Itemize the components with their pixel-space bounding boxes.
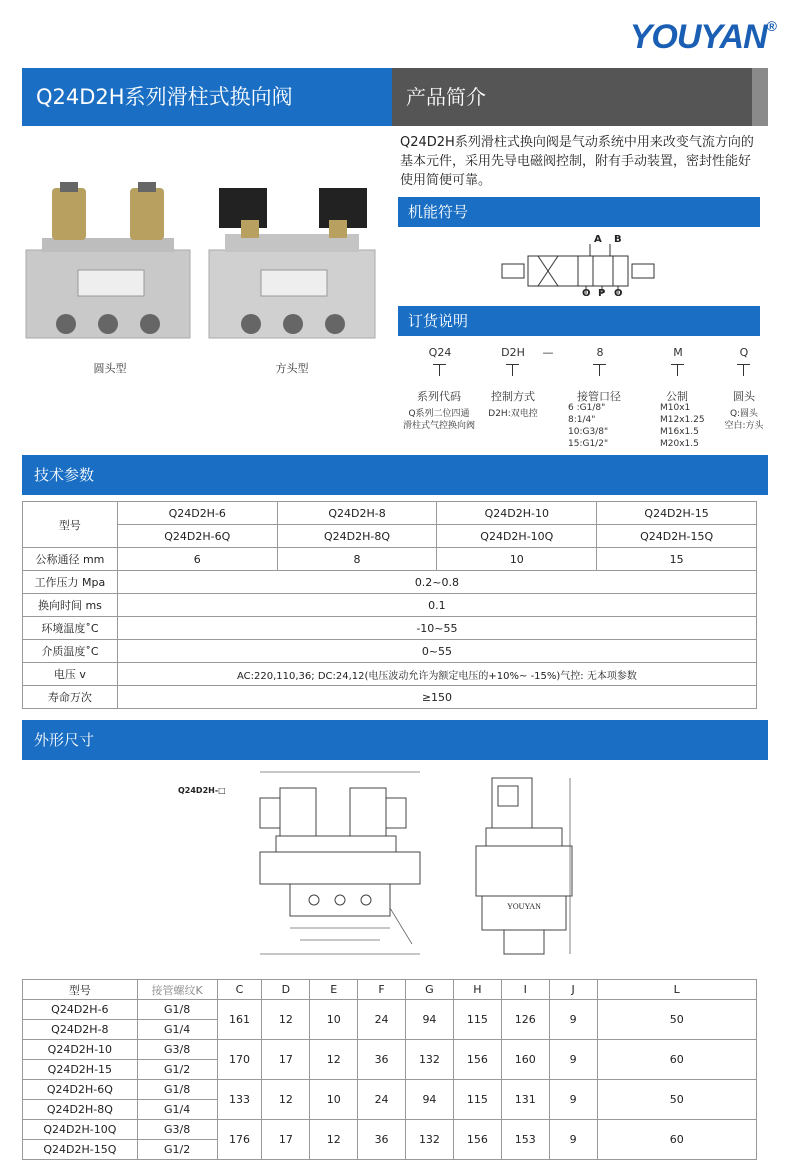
value-cell: 36 — [358, 1040, 406, 1080]
product-photo-round — [22, 178, 194, 348]
value-cell: 24 — [358, 1000, 406, 1040]
photo-caption-round: 圆头型 — [93, 362, 127, 375]
value-cell: 17 — [262, 1040, 310, 1080]
value-cell: 94 — [406, 1080, 454, 1120]
order-tick — [677, 364, 678, 376]
order-desc-head: Q:圆头 空白:方头 — [724, 409, 764, 431]
col-header: 接管螺纹K — [137, 980, 217, 1000]
model-cell: Q24D2H-6Q — [23, 1080, 138, 1100]
page-title: Q24D2H系列滑柱式换向阀 — [22, 68, 392, 126]
order-desc-control: D2H:双电控 — [488, 409, 538, 419]
order-tick-cap — [737, 364, 750, 365]
drawing-brand-text: YOUYAN — [507, 902, 541, 911]
tech-spec-table — [22, 501, 757, 709]
tech-value: 8 — [277, 548, 437, 571]
symbol-label-o1: O — [582, 288, 591, 299]
order-desc-series: Q系列二位四通 滑柱式气控换向阀 — [402, 409, 475, 431]
col-header: D — [262, 980, 310, 1000]
col-header: H — [453, 980, 501, 1000]
tech-model: Q24D2H-8Q — [277, 525, 437, 548]
table-row — [23, 594, 757, 617]
order-code-head: Q — [739, 346, 749, 359]
table-row — [23, 663, 757, 686]
order-tick — [439, 364, 440, 376]
value-cell: 126 — [501, 1000, 549, 1040]
order-head-head: 圆头 — [733, 390, 755, 403]
order-head-series: 系列代码 — [417, 390, 461, 403]
order-head-metric: 公制 — [666, 390, 688, 403]
tech-value: 0.1 — [117, 594, 756, 617]
dimensions-table — [22, 979, 757, 1160]
value-cell: 12 — [310, 1040, 358, 1080]
order-code-port: 8 — [596, 346, 604, 359]
col-header: C — [217, 980, 262, 1000]
symbol-label-o2: O — [614, 288, 623, 299]
order-desc-port: 6 :G1/8" 8:1/4" 10:G3/8" 15:G1/2" — [568, 403, 609, 449]
order-head-control: 控制方式 — [491, 390, 535, 403]
value-cell: 115 — [453, 1000, 501, 1040]
tech-value: -10~55 — [117, 617, 756, 640]
value-cell: 10 — [310, 1080, 358, 1120]
symbol-label-a: A — [594, 234, 602, 245]
order-head-port: 接管口径 — [577, 390, 621, 403]
col-header: G — [406, 980, 454, 1000]
thread-cell: G1/8 — [137, 1000, 217, 1020]
model-cell: Q24D2H-15 — [23, 1060, 138, 1080]
tech-label: 寿命万次 — [23, 686, 118, 709]
brand-logo: YOUYAN® — [629, 18, 776, 56]
table-row — [23, 640, 757, 663]
photo-caption-square: 方头型 — [275, 362, 309, 375]
valve-symbol-diagram — [498, 234, 658, 299]
col-header: J — [549, 980, 597, 1000]
col-header: I — [501, 980, 549, 1000]
intro-text: Q24D2H系列滑柱式换向阀是气动系统中用来改变气流方向的基本元件，采用先导电磁阀控制，附有手动装置，密封性能好使用简便可靠。 — [400, 135, 754, 188]
value-cell: 153 — [501, 1120, 549, 1160]
col-header: F — [358, 980, 406, 1000]
thread-cell: G1/4 — [137, 1020, 217, 1040]
value-cell: 60 — [597, 1040, 757, 1080]
value-cell: 17 — [262, 1120, 310, 1160]
model-cell: Q24D2H-6 — [23, 1000, 138, 1020]
drawing-label: Q24D2H-□ — [178, 786, 226, 795]
thread-cell: G1/2 — [137, 1140, 217, 1160]
value-cell: 36 — [358, 1120, 406, 1160]
section-header-order: 订货说明 — [398, 306, 760, 336]
tech-value: 6 — [117, 548, 277, 571]
tech-label: 工作压力 Mpa — [23, 571, 118, 594]
product-photo-square — [205, 178, 380, 348]
tech-model: Q24D2H-6 — [117, 502, 277, 525]
value-cell: 132 — [406, 1120, 454, 1160]
order-code-metric: M — [673, 346, 683, 359]
model-cell: Q24D2H-10 — [23, 1040, 138, 1060]
value-cell: 10 — [310, 1000, 358, 1040]
order-code-control: D2H — [501, 346, 525, 359]
tech-model: Q24D2H-15Q — [597, 525, 757, 548]
col-header: L — [597, 980, 757, 1000]
value-cell: 94 — [406, 1000, 454, 1040]
value-cell: 24 — [358, 1080, 406, 1120]
value-cell: 133 — [217, 1080, 262, 1120]
value-cell: 60 — [597, 1120, 757, 1160]
value-cell: 9 — [549, 1000, 597, 1040]
tech-label: 环境温度˚C — [23, 617, 118, 640]
col-header: E — [310, 980, 358, 1000]
symbol-label-p: P — [598, 288, 606, 299]
value-cell: 9 — [549, 1120, 597, 1160]
model-cell: Q24D2H-15Q — [23, 1140, 138, 1160]
thread-cell: G3/8 — [137, 1040, 217, 1060]
table-header-row — [23, 980, 757, 1000]
model-cell: Q24D2H-10Q — [23, 1120, 138, 1140]
value-cell: 156 — [453, 1040, 501, 1080]
order-tick-cap — [671, 364, 684, 365]
order-tick — [512, 364, 513, 376]
order-tick — [599, 364, 600, 376]
value-cell: 161 — [217, 1000, 262, 1040]
section-header-dims: 外形尺寸 — [22, 720, 768, 760]
tech-model: Q24D2H-8 — [277, 502, 437, 525]
symbol-label-b: B — [614, 234, 622, 245]
value-cell: 132 — [406, 1040, 454, 1080]
dimension-drawing-side — [470, 768, 580, 966]
table-row — [23, 548, 757, 571]
value-cell: 9 — [549, 1040, 597, 1080]
tech-value: ≥150 — [117, 686, 756, 709]
value-cell: 131 — [501, 1080, 549, 1120]
thread-cell: G3/8 — [137, 1120, 217, 1140]
tech-model: Q24D2H-6Q — [117, 525, 277, 548]
value-cell: 156 — [453, 1120, 501, 1160]
tech-value: 10 — [437, 548, 597, 571]
value-cell: 170 — [217, 1040, 262, 1080]
section-header-tech: 技术参数 — [22, 455, 768, 495]
value-cell: 115 — [453, 1080, 501, 1120]
tech-value: 0.2~0.8 — [117, 571, 756, 594]
model-cell: Q24D2H-8Q — [23, 1100, 138, 1120]
value-cell: 9 — [549, 1080, 597, 1120]
tech-value: AC:220,110,36; DC:24,12(电压波动允许为额定电压的+10%~ -15%)气控: 无本项参数 — [117, 663, 756, 686]
value-cell: 12 — [262, 1000, 310, 1040]
value-cell: 50 — [597, 1080, 757, 1120]
tech-model: Q24D2H-10 — [437, 502, 597, 525]
tech-value: 0~55 — [117, 640, 756, 663]
thread-cell: G1/8 — [137, 1080, 217, 1100]
value-cell: 12 — [262, 1080, 310, 1120]
col-header: 型号 — [23, 980, 138, 1000]
tech-label: 介质温度˚C — [23, 640, 118, 663]
table-row — [23, 617, 757, 640]
section-header-symbol: 机能符号 — [398, 197, 760, 227]
table-row — [23, 686, 757, 709]
table-row — [23, 1080, 757, 1100]
order-code-series: Q24 — [428, 346, 452, 359]
tech-label: 公称通径 mm — [23, 548, 118, 571]
model-cell: Q24D2H-8 — [23, 1020, 138, 1040]
value-cell: 176 — [217, 1120, 262, 1160]
table-row — [23, 525, 757, 548]
order-tick — [743, 364, 744, 376]
value-cell: 50 — [597, 1000, 757, 1040]
tech-label: 电压 v — [23, 663, 118, 686]
order-code-dash: — — [542, 346, 554, 359]
table-row — [23, 1000, 757, 1020]
section-header-intro: 产品简介 — [392, 68, 768, 126]
table-row — [23, 1120, 757, 1140]
tech-label: 换向时间 ms — [23, 594, 118, 617]
tech-value: 15 — [597, 548, 757, 571]
value-cell: 160 — [501, 1040, 549, 1080]
thread-cell: G1/2 — [137, 1060, 217, 1080]
thread-cell: G1/4 — [137, 1100, 217, 1120]
tech-model: Q24D2H-15 — [597, 502, 757, 525]
table-row — [23, 1040, 757, 1060]
order-tick-cap — [433, 364, 446, 365]
table-row — [23, 571, 757, 594]
table-row — [23, 502, 757, 525]
dimension-drawing-front — [240, 768, 440, 966]
order-tick-cap — [593, 364, 606, 365]
tech-model: Q24D2H-10Q — [437, 525, 597, 548]
value-cell: 12 — [310, 1120, 358, 1160]
tech-label-model: 型号 — [23, 502, 118, 548]
order-desc-metric: M10x1 M12x1.25 M16x1.5 M20x1.5 — [660, 403, 705, 449]
order-tick-cap — [506, 364, 519, 365]
